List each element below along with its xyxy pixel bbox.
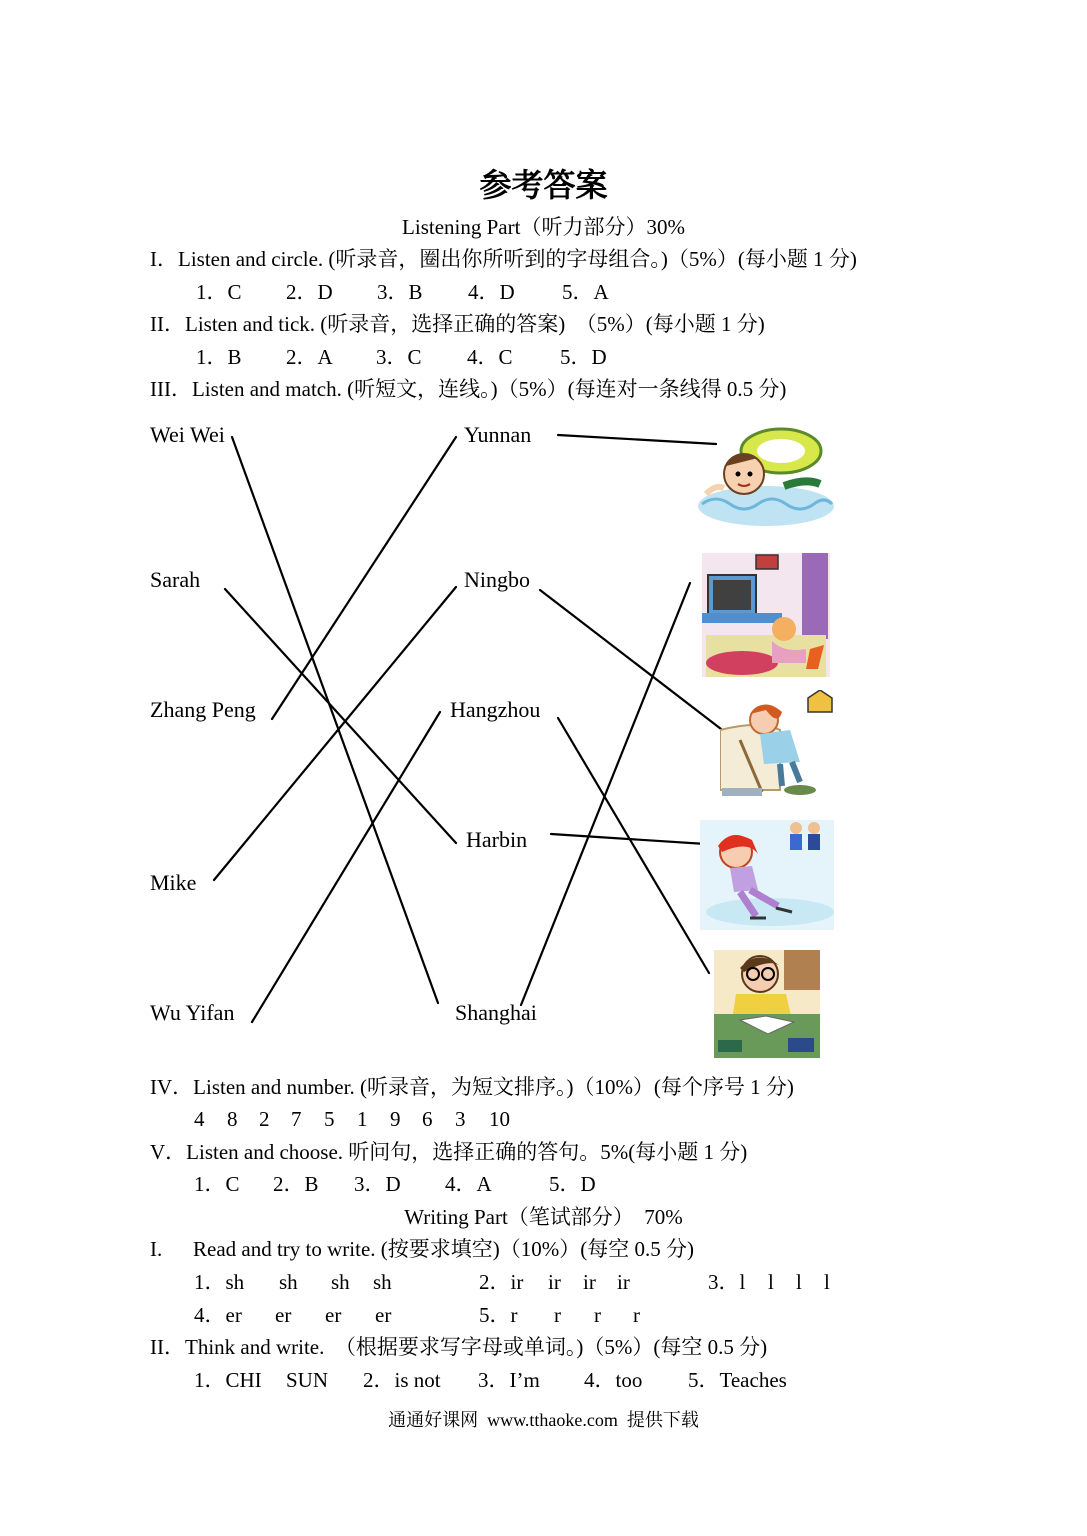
- answer: r: [594, 1303, 601, 1327]
- writing-1-answers-row-1: [0, 1272, 1087, 1296]
- page-title: 参考答案: [479, 166, 608, 204]
- section-2-heading: II．Listen and tick. (听录音，选择正确的答案) （5%）(每小题 1 分): [150, 312, 765, 336]
- writing-part-header: Writing Part（笔试部分） 70%: [404, 1205, 683, 1229]
- answer: r: [554, 1303, 561, 1327]
- watching-tv-picture: [702, 553, 830, 677]
- answer: l: [796, 1270, 802, 1294]
- answer: ir: [548, 1270, 561, 1294]
- answer: 2．is not: [363, 1368, 441, 1392]
- answer: 1．C: [194, 1172, 240, 1196]
- section-3-heading: III．Listen and match. (听短文，连线。)（5%）(每连对一条线得 0.5 分): [150, 377, 787, 401]
- reading-desk-picture: [714, 950, 820, 1058]
- answer: 5: [324, 1107, 335, 1131]
- answer: 4．A: [445, 1172, 492, 1196]
- footer-download-note: 通通好课网 www.tthaoke.com 提供下载: [388, 1410, 699, 1430]
- answer: l: [768, 1270, 774, 1294]
- listening-part-header: Listening Part（听力部分）30%: [402, 215, 685, 239]
- name-label: Wu Yifan: [150, 1000, 235, 1025]
- answer: 3．B: [377, 280, 423, 304]
- match-line: [521, 583, 690, 1005]
- answer: sh: [331, 1270, 350, 1294]
- name-label: Mike: [150, 870, 197, 895]
- answer: 8: [227, 1107, 238, 1131]
- answer: ir: [617, 1270, 630, 1294]
- answer: ir: [583, 1270, 596, 1294]
- answer: 1．B: [196, 345, 242, 369]
- answer: 3．I’m: [478, 1368, 540, 1392]
- answer: 4．too: [584, 1368, 643, 1392]
- answer: 3．l: [708, 1270, 746, 1294]
- answer: er: [325, 1303, 342, 1327]
- writing-2-answers: [0, 1370, 1087, 1394]
- answer: 3．D: [354, 1172, 401, 1196]
- answer: 4．er: [194, 1303, 242, 1327]
- city-label: Yunnan: [464, 422, 532, 447]
- match-line: [232, 437, 438, 1003]
- section-4-heading: IV．Listen and number. (听录音，为短文排序。)（10%）(每个序号 1 分): [150, 1075, 794, 1099]
- city-label: Shanghai: [455, 1000, 537, 1025]
- city-label: Harbin: [466, 827, 528, 852]
- match-line: [558, 718, 709, 973]
- answer: r: [633, 1303, 640, 1327]
- city-label: Ningbo: [464, 567, 530, 592]
- answer: 5．r: [479, 1303, 518, 1327]
- section-5-heading: V．Listen and choose. 听问句，选择正确的答句。5%(每小题 1 分): [150, 1140, 748, 1164]
- answer: SUN: [286, 1368, 329, 1392]
- answer: 4: [194, 1107, 205, 1131]
- answer: 1．C: [196, 280, 242, 304]
- mopping-floor-picture: [720, 690, 834, 800]
- answer: 4．C: [467, 345, 513, 369]
- answer: l: [824, 1270, 830, 1294]
- answer: 2．A: [286, 345, 333, 369]
- section-4-answers: [0, 1109, 1087, 1133]
- answer: 5．A: [562, 280, 609, 304]
- city-label: Hangzhou: [450, 697, 541, 722]
- answer: 4．D: [468, 280, 515, 304]
- match-line: [214, 587, 456, 880]
- answer: er: [275, 1303, 292, 1327]
- answer: 2: [259, 1107, 270, 1131]
- match-line: [225, 589, 456, 843]
- answer: 2．D: [286, 280, 333, 304]
- name-label: Zhang Peng: [150, 697, 256, 722]
- answer: 10: [489, 1107, 510, 1131]
- answer: 1．CHI: [194, 1368, 262, 1392]
- match-line: [558, 435, 716, 444]
- answer: 5．Teaches: [688, 1368, 787, 1392]
- match-line: [272, 437, 456, 719]
- name-label: Sarah: [150, 567, 201, 592]
- section-1-heading: I．Listen and circle. (听录音，圈出你所听到的字母组合。)（5%）(每小题 1 分): [150, 247, 857, 271]
- ice-skating-picture: [700, 820, 834, 930]
- match-line: [252, 712, 440, 1022]
- answer: 5．D: [549, 1172, 596, 1196]
- answer: 5．D: [560, 345, 607, 369]
- answer: 2．B: [273, 1172, 319, 1196]
- answer: 1．sh: [194, 1270, 245, 1294]
- answer: 1: [357, 1107, 368, 1131]
- answer: 2．ir: [479, 1270, 524, 1294]
- writing-1-answers-row-2: [0, 1305, 1087, 1329]
- name-label: Wei Wei: [150, 422, 225, 447]
- answer: 3．C: [376, 345, 422, 369]
- section-5-answers: [0, 1174, 1087, 1198]
- answer: 9: [390, 1107, 401, 1131]
- answer: 6: [422, 1107, 433, 1131]
- answer: 7: [291, 1107, 302, 1131]
- writing-2-heading: II．Think and write. （根据要求写字母或单词。)（5%）(每空 0.5 分): [150, 1335, 768, 1359]
- swimming-kid-picture: [696, 416, 836, 528]
- writing-1-heading: Read and try to write. (按要求填空)（10%）(每空 0.5 分): [193, 1237, 694, 1261]
- answer: 3: [455, 1107, 466, 1131]
- answer: sh: [373, 1270, 392, 1294]
- answer: er: [375, 1303, 392, 1327]
- writing-1-number: I.: [150, 1237, 163, 1261]
- answer: sh: [279, 1270, 298, 1294]
